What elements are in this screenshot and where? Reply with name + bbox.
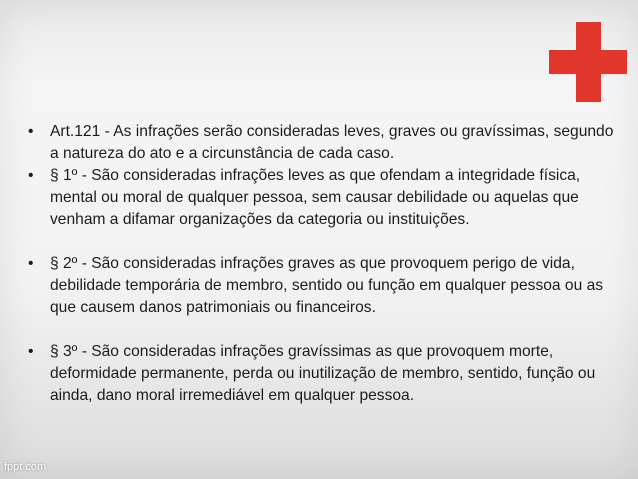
red-cross-icon <box>549 22 627 102</box>
bullet-list <box>26 121 616 407</box>
bullet-marker: • <box>28 123 34 140</box>
bullet-paragraph-1 <box>26 165 616 231</box>
red-cross-horizontal-bar <box>549 50 627 74</box>
bullet-art-121 <box>26 121 616 165</box>
bullet-marker: • <box>28 167 34 184</box>
bullet-paragraph-2 <box>26 253 616 319</box>
bullet-marker: • <box>28 343 34 360</box>
bullet-text: § 1º - São consideradas infrações leves as que ofendam a integridade física, mental ou moral de qualquer pessoa, sem causar debilidade ou aquelas que venham a difamar organizações da categoria ou instituições. <box>50 167 581 228</box>
bullet-paragraph-3 <box>26 341 616 407</box>
watermark: fppt.com <box>4 461 47 473</box>
bullet-text: § 2º - São consideradas infrações graves as que provoquem perigo de vida, debilidade temporária de membro, sentido ou função em qualquer pessoa ou as que causem danos patrimoniais ou financeiros. <box>50 255 604 316</box>
bullet-text: Art.121 - As infrações serão consideradas leves, graves ou gravíssimas, segundo a natureza do ato e a circunstância de cada caso. <box>50 123 614 162</box>
bullet-marker: • <box>28 255 34 272</box>
bullet-text: § 3º - São consideradas infrações gravíssimas as que provoquem morte, deformidade permanente, perda ou inutilização de membro, sentido, função ou ainda, dano moral irremediável em qualquer pessoa. <box>50 343 596 404</box>
